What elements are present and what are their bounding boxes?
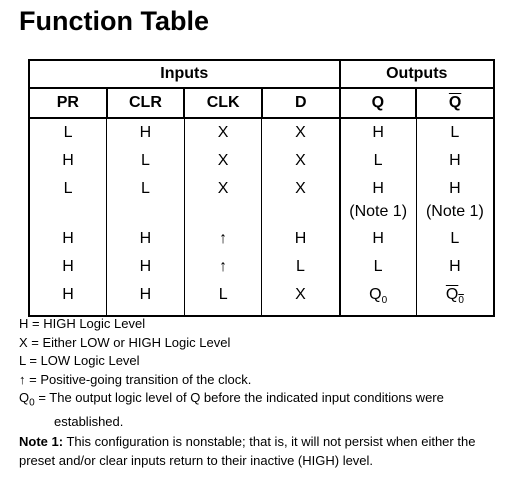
table-column-header-row — [29, 88, 494, 118]
table-group-header-row — [29, 60, 494, 88]
column-header-clk: CLK — [184, 88, 262, 118]
note-1: Note 1: This configuration is nonstable; that is, it will not persist when either the preset and/or clear inputs return to their inactive (HIGH) level. — [19, 434, 476, 468]
page-title: Function Table — [19, 6, 209, 36]
table-row: H H L X $Q_0$ $Q_0$ — [29, 281, 494, 316]
table-row: H H ↑ H H L — [29, 225, 494, 253]
legend-item: ↑ = Positive-going transition of the clock. — [19, 371, 252, 387]
note-reference: (Note 1) — [349, 203, 408, 220]
legend-item: L = LOW Logic Level — [19, 353, 140, 368]
table-row: H L X X L H — [29, 147, 494, 175]
legend-item-continued: established. — [54, 414, 124, 430]
column-header-pr: PR — [29, 88, 107, 118]
up-arrow-icon: ↑ — [184, 253, 262, 281]
inputs-header: Inputs — [29, 60, 340, 88]
up-arrow-icon: ↑ — [184, 225, 262, 253]
note-reference: (Note 1) — [425, 203, 484, 220]
column-header-q-bar: $\overline{Q}$ — [416, 88, 494, 118]
legend-item: H = HIGH Logic Level — [19, 316, 146, 331]
legend-item: X = Either LOW or HIGH Logic Level — [19, 334, 231, 350]
column-header-q: Q — [340, 88, 417, 118]
legend — [19, 315, 444, 432]
function-table — [28, 59, 495, 317]
table-row: L L X X H (Note 1) H (Note 1) — [29, 175, 494, 225]
column-header-clr: CLR — [107, 88, 185, 118]
column-header-d: D — [262, 88, 340, 118]
table-row: L H X X H L — [29, 118, 494, 147]
legend-item: $Q_0$ = The output logic level of Q before the indicated input conditions were — [19, 390, 444, 409]
outputs-header: Outputs — [340, 60, 494, 88]
table-row: H H ↑ L L H — [29, 253, 494, 281]
